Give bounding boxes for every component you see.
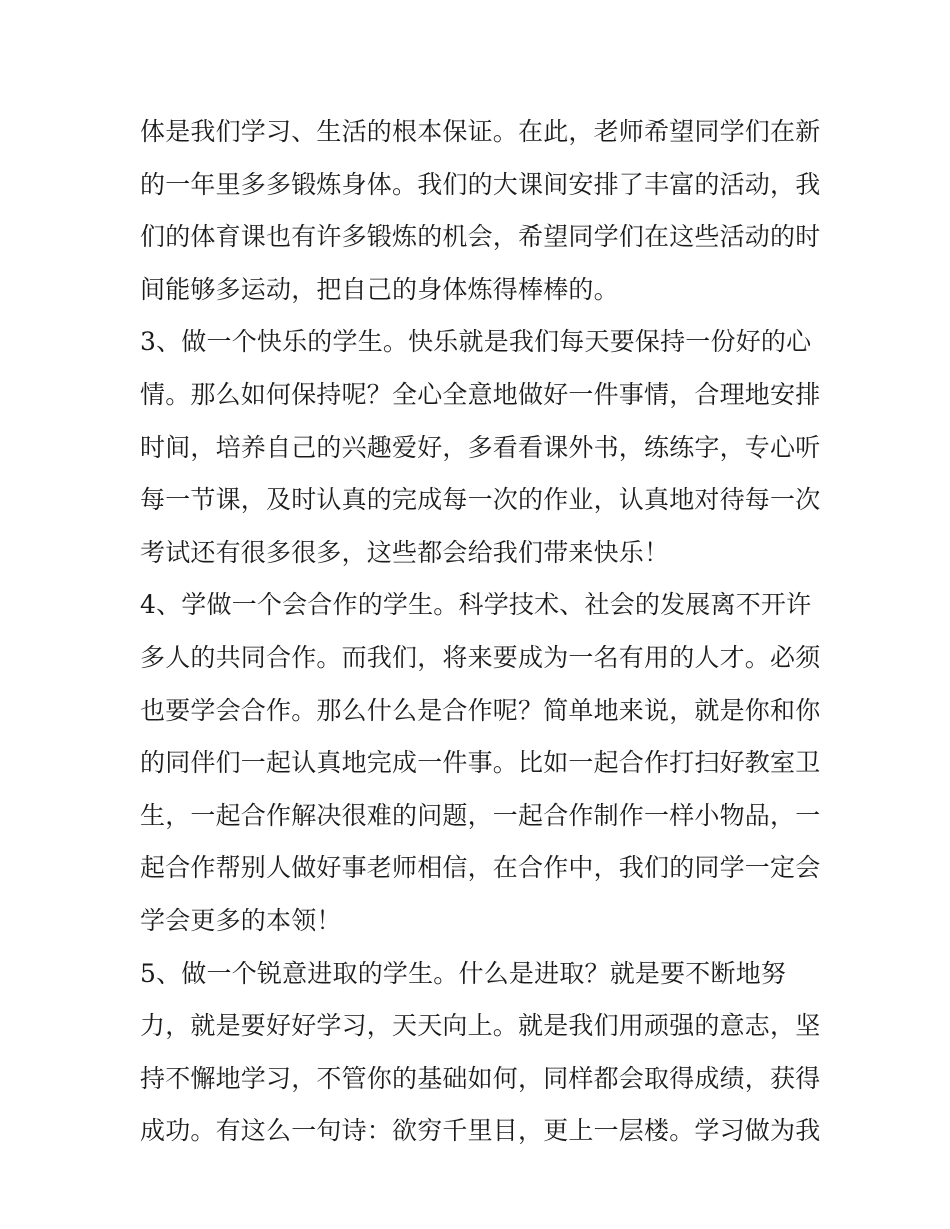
- text-line: 体是我们学习、生活的根本保证。在此，老师希望同学们在新: [140, 117, 821, 146]
- text-line: 成功。有这么一句诗：欲穷千里目，更上一层楼。学习做为我: [140, 1116, 821, 1146]
- text-line: 生，一起合作解决很难的问题，一起合作制作一样小物品，一: [140, 800, 821, 830]
- text-line: 的同伴们一起认真地完成一件事。比如一起合作打扫好教室卫: [140, 748, 821, 778]
- text-line: 4、学做一个会合作的学生。科学技术、社会的发展离不开许: [140, 590, 812, 620]
- text-line: 多人的共同合作。而我们，将来要成为一名有用的人才。必须: [140, 642, 821, 672]
- text-line: 学会更多的本领！: [140, 905, 342, 935]
- text-line: 考试还有很多很多，这些都会给我们带来快乐！: [140, 537, 670, 567]
- text-line: 时间，培养自己的兴趣爱好，多看看课外书，练练字，专心听: [140, 432, 821, 462]
- text-line: 情。那么如何保持呢？全心全意地做好一件事情，合理地安排: [140, 379, 821, 409]
- text-line: 起合作帮别人做好事老师相信，在合作中，我们的同学一定会: [140, 853, 821, 883]
- text-line: 持不懈地学习，不管你的基础如何，同样都会取得成绩，获得: [140, 1063, 821, 1093]
- text-line: 力，就是要好好学习，天天向上。就是我们用顽强的意志，坚: [140, 1011, 821, 1041]
- text-line: 每一节课，及时认真的完成每一次的作业，认真地对待每一次: [140, 485, 821, 515]
- text-line: 也要学会合作。那么什么是合作呢？简单地来说，就是你和你: [140, 695, 821, 725]
- text-line: 间能够多运动，把自己的身体炼得棒棒的。: [140, 274, 619, 304]
- text-line: 3、做一个快乐的学生。快乐就是我们每天要保持一份好的心: [140, 327, 812, 357]
- body-text: [140, 106, 820, 1158]
- text-line: 5、做一个锐意进取的学生。什么是进取？就是要不断地努: [140, 958, 787, 988]
- text-line: 的一年里多多锻炼身体。我们的大课间安排了丰富的活动，我: [140, 169, 821, 199]
- text-line: 们的体育课也有许多锻炼的机会，希望同学们在这些活动的时: [140, 222, 821, 252]
